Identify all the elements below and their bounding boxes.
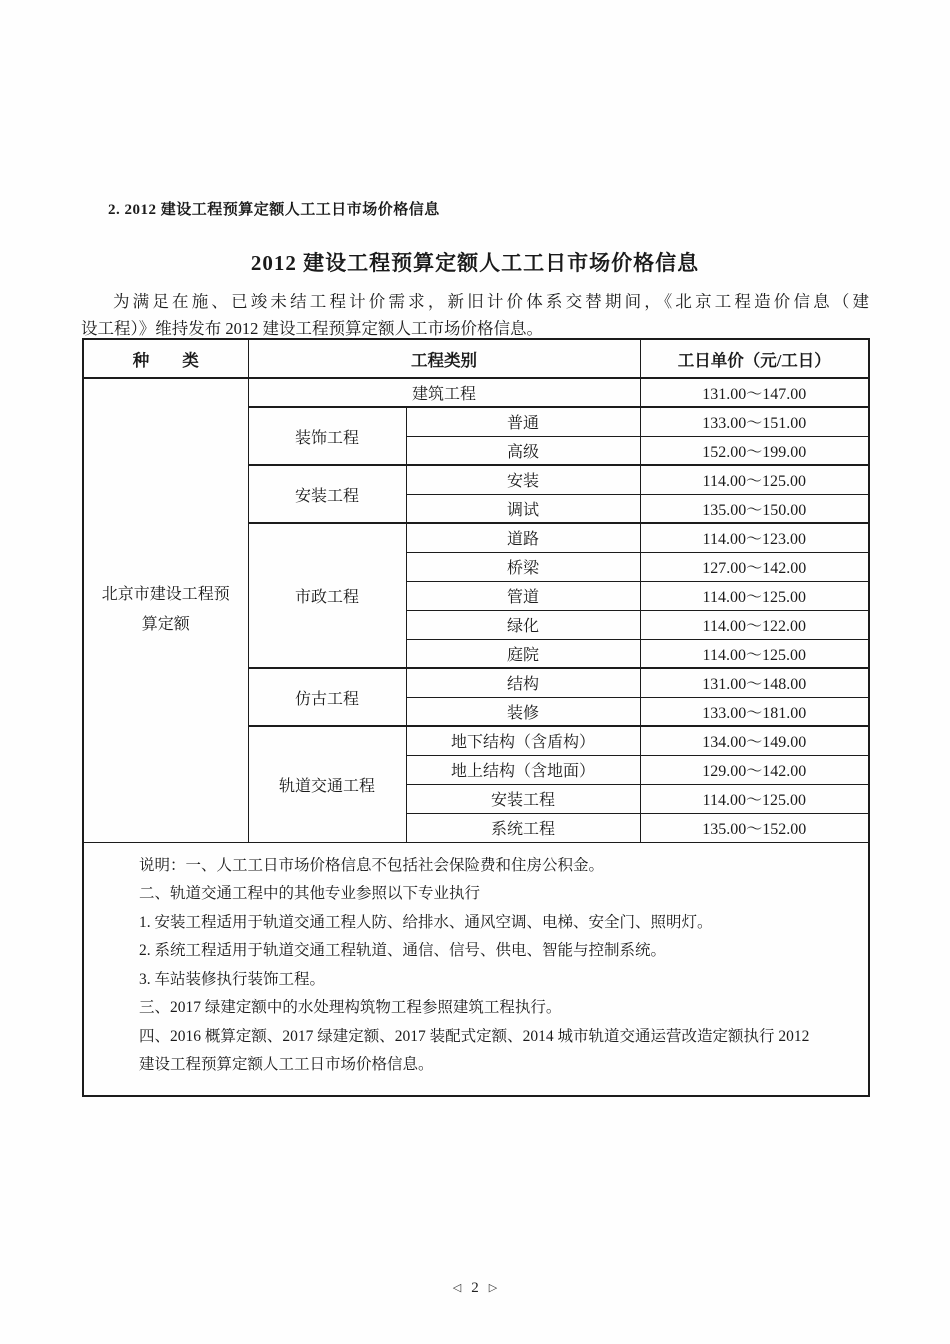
section-heading: 2. 2012 建设工程预算定额人工工日市场价格信息 xyxy=(108,202,440,218)
group-cell: 轨道交通工程 xyxy=(248,726,406,842)
subcategory-cell: 庭院 xyxy=(406,639,640,668)
subcategory-cell: 系统工程 xyxy=(406,813,640,842)
kind-value: 北京市建设工程预算定额 xyxy=(101,586,230,634)
kind-cell xyxy=(83,378,248,842)
subcategory-cell: 绿化 xyxy=(406,610,640,639)
price-cell: 127.00～142.00 xyxy=(640,552,869,581)
page-number: 2 xyxy=(471,1280,479,1296)
price-cell: 152.00～199.00 xyxy=(640,436,869,465)
document-title: 2012 建设工程预算定额人工工日市场价格信息 xyxy=(250,251,700,275)
subcategory-cell: 地下结构（含盾构） xyxy=(406,726,640,755)
price-cell: 134.00～149.00 xyxy=(640,726,869,755)
subcategory-cell: 普通 xyxy=(406,407,640,436)
price-cell: 135.00～150.00 xyxy=(640,494,869,523)
subcategory-cell: 结构 xyxy=(406,668,640,697)
price-cell: 114.00～125.00 xyxy=(640,581,869,610)
group-cell: 仿古工程 xyxy=(248,668,406,726)
intro-line-2: 设工程）》维持发布 2012 建设工程预算定额人工市场价格信息。 xyxy=(81,319,543,338)
price-cell: 114.00～125.00 xyxy=(640,465,869,494)
price-cell: 114.00～125.00 xyxy=(640,784,869,813)
note-line: 四、2016 概算定额、2017 绿建定额、2017 装配式定额、2014 城市轨道交通运营改造定额执行 2012 xyxy=(139,1027,810,1045)
subcategory-cell: 建筑工程 xyxy=(248,378,640,407)
subcategory-cell: 安装 xyxy=(406,465,640,494)
table-header-row xyxy=(83,339,869,378)
subcategory-cell: 高级 xyxy=(406,436,640,465)
table-row xyxy=(83,378,869,407)
price-cell: 131.00～148.00 xyxy=(640,668,869,697)
price-cell: 135.00～152.00 xyxy=(640,813,869,842)
page-footer xyxy=(0,1280,950,1297)
subcategory-cell: 地上结构（含地面） xyxy=(406,755,640,784)
price-cell: 133.00～151.00 xyxy=(640,407,869,436)
price-cell: 114.00～123.00 xyxy=(640,523,869,552)
price-cell: 133.00～181.00 xyxy=(640,697,869,726)
price-cell: 129.00～142.00 xyxy=(640,755,869,784)
price-cell: 131.00～147.00 xyxy=(640,378,869,407)
note-line: 2. 系统工程适用于轨道交通工程轨道、通信、信号、供电、智能与控制系统。 xyxy=(139,942,667,959)
note-line: 1. 安装工程适用于轨道交通工程人防、给排水、通风空调、电梯、安全门、照明灯。 xyxy=(139,913,713,931)
header-kind: 种 类 xyxy=(83,339,248,378)
subcategory-cell: 安装工程 xyxy=(406,784,640,813)
subcategory-cell: 道路 xyxy=(406,523,640,552)
intro-paragraph xyxy=(81,288,869,342)
group-cell: 装饰工程 xyxy=(248,407,406,465)
header-category: 工程类别 xyxy=(248,339,640,378)
header-unit-price: 工日单价（元/工日） xyxy=(640,339,869,378)
note-line: 说明：一、人工工日市场价格信息不包括社会保险费和住房公积金。 xyxy=(139,856,605,874)
prev-page-icon: ◁ xyxy=(452,1282,462,1294)
group-cell: 安装工程 xyxy=(248,465,406,523)
notes-row xyxy=(83,842,869,1096)
subcategory-cell: 调试 xyxy=(406,494,640,523)
notes-cell xyxy=(83,842,869,1096)
price-cell: 114.00～125.00 xyxy=(640,639,869,668)
note-line: 三、2017 绿建定额中的水处理构筑物工程参照建筑工程执行。 xyxy=(139,999,562,1016)
note-line: 3. 车站装修执行装饰工程。 xyxy=(139,970,326,988)
price-cell: 114.00～122.00 xyxy=(640,610,869,639)
group-cell: 市政工程 xyxy=(248,523,406,668)
intro-line-1: 为满足在施、已竣未结工程计价需求，新旧计价体系交替期间，《北京工程造价信息（建 xyxy=(113,292,869,311)
note-line: 建设工程预算定额人工工日市场价格信息。 xyxy=(139,1056,434,1073)
next-page-icon: ▷ xyxy=(488,1282,498,1294)
price-table xyxy=(82,338,870,1097)
subcategory-cell: 装修 xyxy=(406,697,640,726)
subcategory-cell: 桥梁 xyxy=(406,552,640,581)
subcategory-cell: 管道 xyxy=(406,581,640,610)
note-line: 二、轨道交通工程中的其他专业参照以下专业执行 xyxy=(139,885,481,902)
